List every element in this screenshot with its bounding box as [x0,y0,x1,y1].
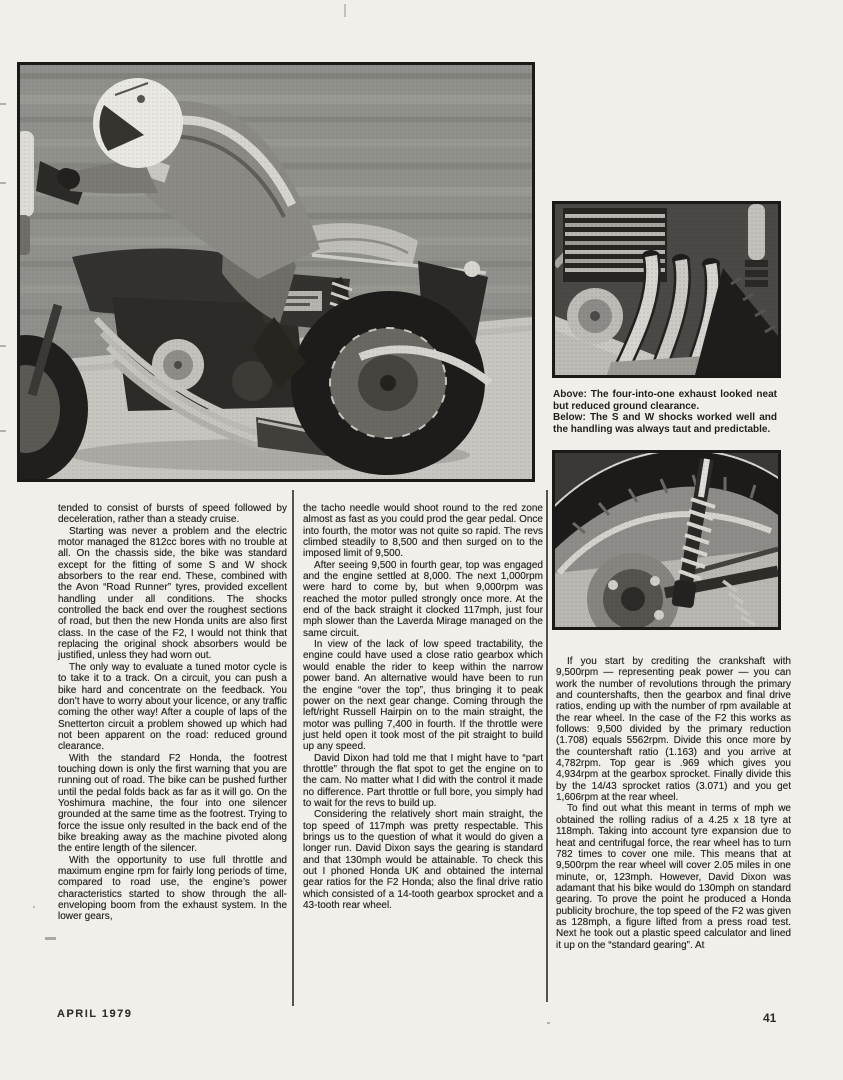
paragraph: Starting was never a problem and the electric motor managed the 812cc bores with no trouble at all. On the chassis side, the bike was standard except for the fitting of some S and W shock absorbers to the rear end. These, combined with the Avon “Road Runner” tyres, provided excellent handling under all conditions. The shocks controlled the back end over the roughest sections of road, but then the new Honda units are also first class. In the case of the F2, I would not think that replacing the original shock absorbers would be justified, unless they had worn out. [58,525,287,662]
scan-artifact-edge-tick [0,430,6,432]
article-column-2 [303,503,543,911]
column-divider-1 [292,490,294,1006]
paragraph: Considering the relatively short main straight, the top speed of 117mph was pretty respectable. This brings us to the question of what it would do given a longer run. David Dixon says the gearing is standard and that 130mph would be attainable. To check this out I phoned Honda UK and obtained the internal gear ratios for the F2 Honda; also the final drive ratio which consisted of a 14-tooth gearbox sprocket and a 43-tooth rear wheel. [303,809,543,912]
scan-artifact-top-tick [344,4,346,17]
paragraph: With the standard F2 Honda, the footrest touching down is only the first warning that you are running out of road. The bike can be pushed further until the pedal folds back as far as it will go. On the Yoshimura machine, the four into one silencer grounded at the same time as the footrest. Trying to force the issue only resulted in the back end of the bike breaking away as the machine pivoted along the entire length of the silencer. [58,752,288,855]
paragraph: If you start by crediting the crankshaft with 9,500rpm — representing peak power — you can work the number of revolutions through the primary and countershafts, then the gearbox and final drive ratios, ending up with the number of rpm available at the rear wheel. In the case of the F2 this works as follows: 9,500 divided by the primary reduction (1.708) equals 5562rpm. Divide this once more by the countershaft ratio (1.163) and you arrive at 4,782rpm. Top gear is .969 which gives you 4,934rpm at the gearbox sprocket. Finally divide this by the 14/43 sprocket ratios (3.071) and you get 1,606rpm at the rear wheel. [556,656,791,804]
main-photo-illustration [20,65,532,479]
paragraph: In view of the lack of low speed tractability, the engine could have used a close ratio gearbox which would enable the rider to keep within the narrow power band. An alternative would have been to run the engine “over the top”, thus bringing it to peak power on the next gear change. Coming through the left/right Russell Hairpin on to the main straight, the motor was pulling 7,400 in fourth. If the throttle were just held open it took most of the pit straight to build up any speed. [303,639,543,753]
shocks-photo [552,450,781,630]
paragraph: After seeing 9,500 in fourth gear, top was engaged and the engine settled at 8,000. The next 1,000rpm were hard to come by, but when 9,000rpm was reached the motor pulled strongly once more. At the end of the back straight it clocked 117mph, just four mph slower than the Laverda Mirage managed on the same circuit. [303,559,543,639]
scan-artifact-edge-tick [0,103,6,105]
paragraph: the tacho needle would shoot round to the red zone almost as fast as you could prod the gear pedal. Once into fourth, the motor was not quite so rapid. The revs climbed steadily to 8,500 and then surged on to the imposed limit of 9,500. [303,503,543,560]
paragraph: To find out what this meant in terms of mph we obtained the rolling radius of a 4.25 x 18 tyre at 118mph. Taking into account tyre expansion due to heat and centrifugal force, the rear wheel has to turn 782 times to cover one mile. This means that at 9,500rpm the rear wheel will cover 2.05 miles in one minute, or, 123mph. However, David Dixon was adamant that his bike would do 130mph on standard gearing. To prove the point he produced a Honda publicity brochure, the top speed of the F2 was given as 128mph, a figure lifted from a press road test. Next he took out a plastic speed calculator and lined it up on the “standard gearing”. At [556,803,791,951]
engine-photo-illustration [555,204,778,375]
footer-issue-date: APRIL 1979 [57,1008,133,1020]
article-column-3 [556,656,791,951]
scan-artifact-speck [33,906,35,908]
scan-artifact-margin-dash [45,937,56,940]
scan-artifact-edge-tick [0,182,6,184]
main-photo [17,62,535,482]
paragraph: With the opportunity to use full throttle and maximum engine rpm for fairly long periods of time, compared to road use, the engine’s power characteristics started to show through the all-enveloping boom from the exhaust system. In the lower gears, [58,854,287,923]
photo-caption [553,389,777,435]
engine-photo [552,201,781,378]
paragraph: David Dixon had told me that I might have to “part throttle” through the flat spot to get the engine on to the cam. No matter what I did with the control it made no difference. Part throttle or full bore, you simply had to wait for the revs to build up. [303,752,543,809]
paragraph: Below: The S and W shocks worked well and the handling was always taut and predictable. [553,412,777,435]
article-column-1 [58,503,287,923]
paragraph: Above: The four-into-one exhaust looked neat but reduced ground clearance. [553,389,777,412]
scan-artifact-dot [547,1022,550,1024]
shocks-photo-illustration [555,453,778,627]
paragraph: The only way to evaluate a tuned motor cycle is to take it to a track. On a circuit, you can push a bike hard and concentrate on the feedback. You don’t have to worry about your licence, or any traffic coming the other way! After a couple of laps of the Snetterton circuit a problem showed up which had not been apparent on the road: reduced ground clearance. [58,661,287,753]
paragraph: tended to consist of bursts of speed followed by deceleration, rather than a steady cruise. [58,503,287,526]
column-divider-2 [546,490,548,1002]
scan-artifact-edge-tick [0,345,6,347]
page-number: 41 [763,1011,777,1025]
